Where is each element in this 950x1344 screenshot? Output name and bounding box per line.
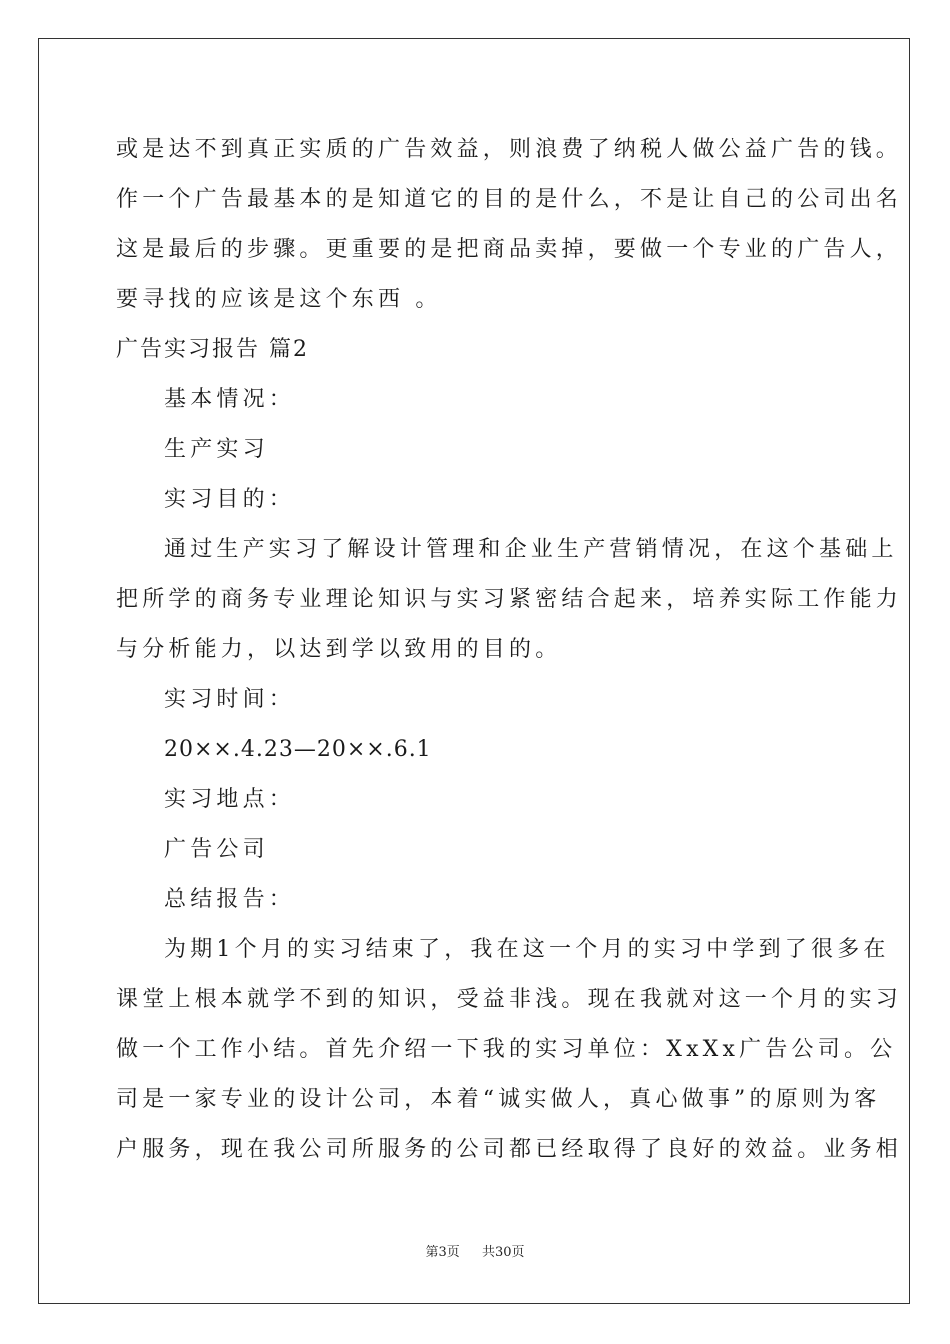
section-heading: 广告实习报告 篇2: [116, 337, 309, 362]
field-value-location: 广告公司: [164, 837, 269, 862]
body-text-line: 与分析能力，以达到学以致用的目的。: [116, 637, 562, 662]
body-text-line: 或是达不到真正实质的广告效益，则浪费了纳税人做公益广告的钱。: [116, 137, 903, 162]
total-pages: 共30页: [482, 1245, 525, 1260]
body-text-line: 这是最后的步骤。更重要的是把商品卖掉，要做一个专业的广告人，: [116, 237, 903, 262]
body-text-line: 要寻找的应该是这个东西 。: [116, 287, 442, 312]
field-value-internship-type: 生产实习: [164, 437, 269, 462]
body-text-line: 户服务，现在我公司所服务的公司都已经取得了良好的效益。业务相: [116, 1137, 903, 1162]
body-text-line: 做一个工作小结。首先介绍一下我的实习单位：XxXx广告公司。公: [116, 1037, 897, 1062]
body-text-line: 把所学的商务专业理论知识与实习紧密结合起来，培养实际工作能力: [116, 587, 903, 612]
body-text-line: 作一个广告最基本的是知道它的目的是什么，不是让自己的公司出名: [116, 187, 903, 212]
field-label-summary: 总结报告：: [164, 887, 296, 912]
field-value-date-range: 20××.4.23—20××.6.1: [164, 737, 432, 762]
body-text-line: 为期1个月的实习结束了，我在这一个月的实习中学到了很多在: [164, 937, 890, 962]
body-text-line: 通过生产实习了解设计管理和企业生产营销情况，在这个基础上: [164, 537, 898, 562]
page-number: 第3页: [425, 1245, 460, 1260]
field-label-location: 实习地点：: [164, 787, 296, 812]
field-label-basic-info: 基本情况：: [164, 387, 296, 412]
field-label-time: 实习时间：: [164, 687, 296, 712]
body-text-line: 司是一家专业的设计公司，本着“诚实做人，真心做事”的原则为客: [116, 1087, 881, 1112]
page-footer: [0, 1244, 950, 1262]
body-text-line: 课堂上根本就学不到的知识，受益非浅。现在我就对这一个月的实习: [116, 987, 903, 1012]
field-label-purpose: 实习目的：: [164, 487, 296, 512]
